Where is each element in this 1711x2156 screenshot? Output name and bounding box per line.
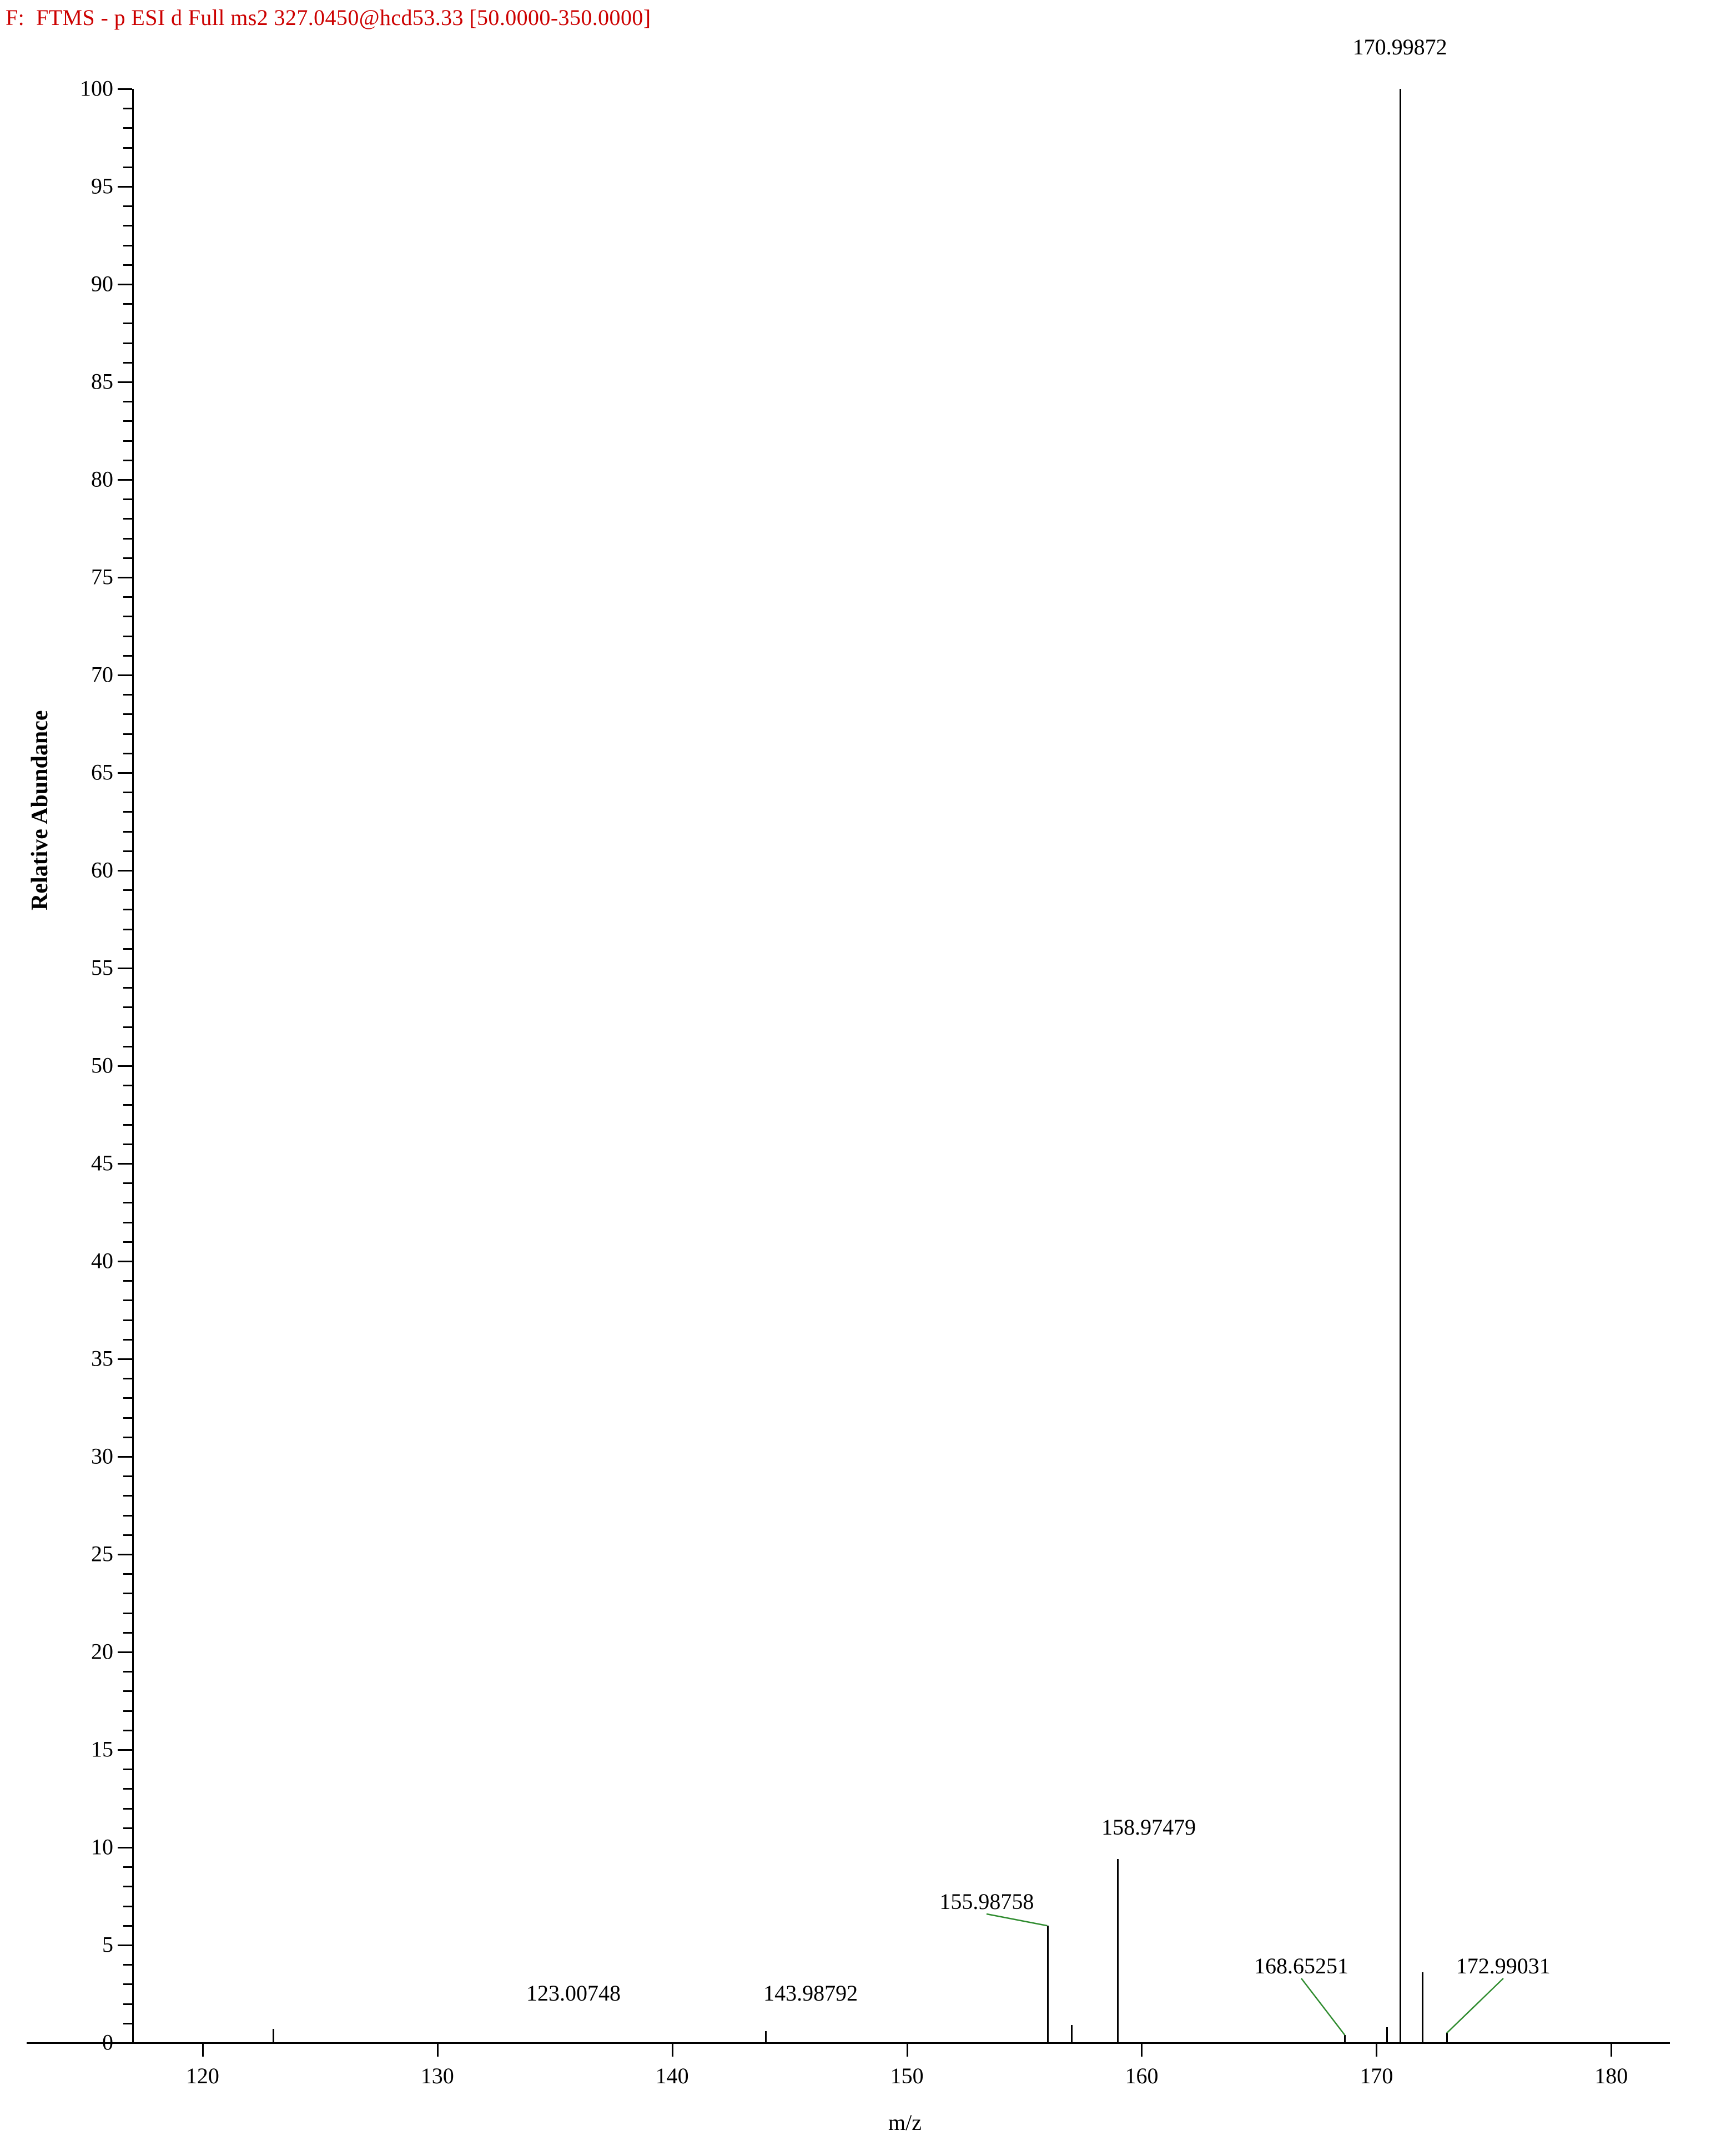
y-axis-minor-tick xyxy=(123,694,132,696)
y-axis-tick xyxy=(91,1443,132,1469)
y-axis-minor-tick xyxy=(123,636,132,637)
y-axis-minor-tick xyxy=(123,1397,132,1399)
x-axis-tick-label: 160 xyxy=(1125,2063,1159,2088)
y-axis-minor-tick xyxy=(123,518,132,520)
peak-label: 172.99031 xyxy=(1456,1953,1551,1978)
y-axis-minor-tick xyxy=(123,1866,132,1868)
spectrum-peak xyxy=(1386,2027,1388,2043)
peak-label: 155.98758 xyxy=(939,1888,1034,1914)
y-axis-minor-tick xyxy=(123,1827,132,1829)
y-axis-tick xyxy=(91,564,132,590)
spectrum-peak xyxy=(1344,2035,1346,2043)
y-axis-minor-tick xyxy=(123,850,132,852)
x-axis-tick xyxy=(437,2042,439,2057)
y-axis-tick xyxy=(91,1639,132,1664)
y-axis-tick-label: 0 xyxy=(102,2029,113,2055)
y-axis-tick-label: 35 xyxy=(91,1346,113,1371)
y-axis-tick xyxy=(91,955,132,980)
y-axis-minor-tick xyxy=(123,1788,132,1790)
y-axis-minor-tick xyxy=(123,1534,132,1536)
y-axis-minor-tick xyxy=(123,1437,132,1438)
spectrum-peak xyxy=(1047,1926,1049,2043)
y-axis-tick-label: 65 xyxy=(91,759,113,785)
y-axis-minor-tick xyxy=(123,108,132,109)
y-axis-minor-tick xyxy=(123,264,132,266)
spectrum-peak xyxy=(1117,1859,1119,2043)
y-axis-minor-tick xyxy=(123,1026,132,1028)
y-axis-tick xyxy=(91,1346,132,1371)
x-axis-tick xyxy=(672,2042,673,2057)
y-axis-minor-tick xyxy=(123,1671,132,1673)
y-axis-minor-tick xyxy=(123,1182,132,1184)
y-axis-minor-tick xyxy=(123,127,132,129)
spectrum-peak xyxy=(1400,89,1401,2043)
y-axis-tick-label: 45 xyxy=(91,1150,113,1176)
y-axis-minor-tick xyxy=(123,753,132,754)
y-axis-minor-tick xyxy=(123,831,132,833)
y-axis-minor-tick xyxy=(123,538,132,540)
y-axis-minor-tick xyxy=(123,303,132,305)
spectrum-peak xyxy=(1422,1972,1423,2043)
y-axis-tick xyxy=(91,173,132,199)
y-axis-tick xyxy=(91,369,132,394)
y-axis-minor-tick xyxy=(123,1417,132,1419)
y-axis-tick-label: 70 xyxy=(91,662,113,687)
y-axis-minor-tick xyxy=(123,1085,132,1086)
y-axis-minor-tick xyxy=(123,1378,132,1379)
y-axis-minor-tick xyxy=(123,1983,132,1985)
x-axis-tick-label: 120 xyxy=(185,2063,219,2088)
y-axis-minor-tick xyxy=(123,655,132,657)
y-axis-minor-tick xyxy=(123,1906,132,1907)
x-axis-title: m/z xyxy=(888,2110,922,2135)
y-axis-tick xyxy=(102,2029,132,2055)
y-axis-tick-label: 50 xyxy=(91,1052,113,1078)
y-axis-tick xyxy=(91,1834,132,1860)
spectrum-peak xyxy=(765,2031,767,2043)
y-axis-minor-tick xyxy=(123,498,132,500)
y-axis-minor-tick xyxy=(123,1280,132,1282)
y-axis-minor-tick xyxy=(123,323,132,324)
x-axis-tick-label: 150 xyxy=(890,2063,924,2088)
peak-label: 123.00748 xyxy=(526,1981,621,2006)
y-axis-minor-tick xyxy=(123,245,132,246)
y-axis-minor-tick xyxy=(123,1299,132,1301)
y-axis-minor-tick xyxy=(123,1495,132,1497)
x-axis-tick xyxy=(1611,2042,1612,2057)
y-axis-minor-tick xyxy=(123,1613,132,1614)
y-axis-tick-label: 85 xyxy=(91,369,113,394)
y-axis-minor-tick xyxy=(123,1730,132,1731)
y-axis-minor-tick xyxy=(123,1319,132,1321)
y-axis-minor-tick xyxy=(123,1593,132,1594)
y-axis-minor-tick xyxy=(123,1690,132,1692)
y-axis-tick-label: 15 xyxy=(91,1736,113,1762)
y-axis-tick xyxy=(91,1150,132,1176)
y-axis-tick xyxy=(80,75,132,101)
y-axis-tick-label: 25 xyxy=(91,1541,113,1566)
y-axis-minor-tick xyxy=(123,909,132,910)
y-axis-minor-tick xyxy=(123,1006,132,1008)
x-axis-tick-label: 170 xyxy=(1360,2063,1393,2088)
y-axis-minor-tick xyxy=(123,1104,132,1106)
x-axis-tick-label: 140 xyxy=(655,2063,689,2088)
y-axis-minor-tick xyxy=(123,713,132,715)
y-axis-tick xyxy=(91,1052,132,1078)
peak-leader-line xyxy=(1301,1978,1345,2035)
y-axis-minor-tick xyxy=(123,460,132,461)
plot-area xyxy=(80,34,1670,2088)
x-axis-tick-label: 130 xyxy=(420,2063,454,2088)
y-axis-minor-tick xyxy=(123,1124,132,1126)
y-axis-minor-tick xyxy=(123,401,132,402)
x-axis-tick xyxy=(202,2042,204,2057)
y-axis-minor-tick xyxy=(123,440,132,442)
y-axis-minor-tick xyxy=(123,1632,132,1634)
y-axis-minor-tick xyxy=(123,1573,132,1575)
spectrum-peak xyxy=(1071,2025,1073,2043)
peak-leader-line xyxy=(1447,1978,1503,2033)
y-axis-tick-label: 90 xyxy=(91,271,113,296)
spectrum-peak xyxy=(1446,2033,1448,2043)
y-axis-tick-label: 95 xyxy=(91,173,113,199)
y-axis-minor-tick xyxy=(123,811,132,813)
x-axis-tick xyxy=(1141,2042,1143,2057)
y-axis-minor-tick xyxy=(123,2003,132,2005)
y-axis-minor-tick xyxy=(123,1046,132,1047)
peak-leader-line xyxy=(987,1914,1047,1926)
y-axis-tick-label: 100 xyxy=(80,75,113,101)
y-axis-minor-tick xyxy=(123,1241,132,1243)
y-axis-title: Relative Abundance xyxy=(27,710,53,910)
y-axis-tick-label: 75 xyxy=(91,564,113,590)
y-axis-minor-tick xyxy=(123,167,132,168)
y-axis-minor-tick xyxy=(123,362,132,364)
y-axis-minor-tick xyxy=(123,147,132,149)
y-axis-minor-tick xyxy=(123,1202,132,1203)
y-axis-minor-tick xyxy=(123,420,132,422)
y-axis-tick-label: 55 xyxy=(91,955,113,980)
y-axis-minor-tick xyxy=(123,733,132,735)
y-axis-minor-tick xyxy=(123,1964,132,1966)
y-axis-minor-tick xyxy=(123,889,132,891)
y-axis-minor-tick xyxy=(123,2023,132,2024)
y-axis-minor-tick xyxy=(123,342,132,344)
scan-filter-header: F: FTMS - p ESI d Full ms2 327.0450@hcd53.33 [50.0000-350.0000] xyxy=(6,5,651,30)
y-axis-tick-label: 80 xyxy=(91,466,113,492)
y-axis-minor-tick xyxy=(123,205,132,207)
y-axis-minor-tick xyxy=(123,596,132,598)
x-axis-tick xyxy=(907,2042,908,2057)
y-axis-minor-tick xyxy=(123,1144,132,1145)
y-axis-minor-tick xyxy=(123,1886,132,1887)
peak-label: 143.98792 xyxy=(763,1981,858,2006)
y-axis-tick-label: 30 xyxy=(91,1443,113,1469)
y-axis-tick xyxy=(91,1248,132,1273)
y-axis-minor-tick xyxy=(123,1222,132,1223)
y-axis-minor-tick xyxy=(123,1808,132,1810)
y-axis-tick-label: 60 xyxy=(91,857,113,883)
peak-label: 168.65251 xyxy=(1254,1953,1349,1978)
x-axis-tick xyxy=(1376,2042,1377,2057)
y-axis-minor-tick xyxy=(123,1925,132,1927)
y-axis-minor-tick xyxy=(123,1339,132,1341)
y-axis-tick xyxy=(91,271,132,296)
y-axis-tick-label: 10 xyxy=(91,1834,113,1860)
spectrum-peak xyxy=(273,2029,274,2043)
y-axis-minor-tick xyxy=(123,929,132,930)
peak-label: 170.99872 xyxy=(1352,34,1447,60)
peak-label: 158.97479 xyxy=(1101,1814,1196,1840)
y-axis-tick xyxy=(91,1541,132,1566)
y-axis-tick xyxy=(91,466,132,492)
y-axis-line xyxy=(132,89,134,2044)
y-axis-minor-tick xyxy=(123,987,132,989)
y-axis-tick-label: 5 xyxy=(102,1932,113,1957)
y-axis-minor-tick xyxy=(123,616,132,617)
y-axis-minor-tick xyxy=(123,1710,132,1712)
y-axis-minor-tick xyxy=(123,1515,132,1517)
y-axis-tick xyxy=(91,857,132,883)
y-axis-tick xyxy=(91,759,132,785)
y-axis-minor-tick xyxy=(123,557,132,559)
y-axis-minor-tick xyxy=(123,948,132,950)
y-axis-tick xyxy=(91,662,132,687)
y-axis-minor-tick xyxy=(123,792,132,793)
y-axis-tick xyxy=(102,1932,132,1957)
y-axis-tick-label: 40 xyxy=(91,1248,113,1273)
y-axis-minor-tick xyxy=(123,1769,132,1770)
x-axis-tick-label: 180 xyxy=(1594,2063,1628,2088)
y-axis-tick-label: 20 xyxy=(91,1639,113,1664)
y-axis-tick xyxy=(91,1736,132,1762)
y-axis-minor-tick xyxy=(123,1475,132,1477)
y-axis-minor-tick xyxy=(123,225,132,226)
